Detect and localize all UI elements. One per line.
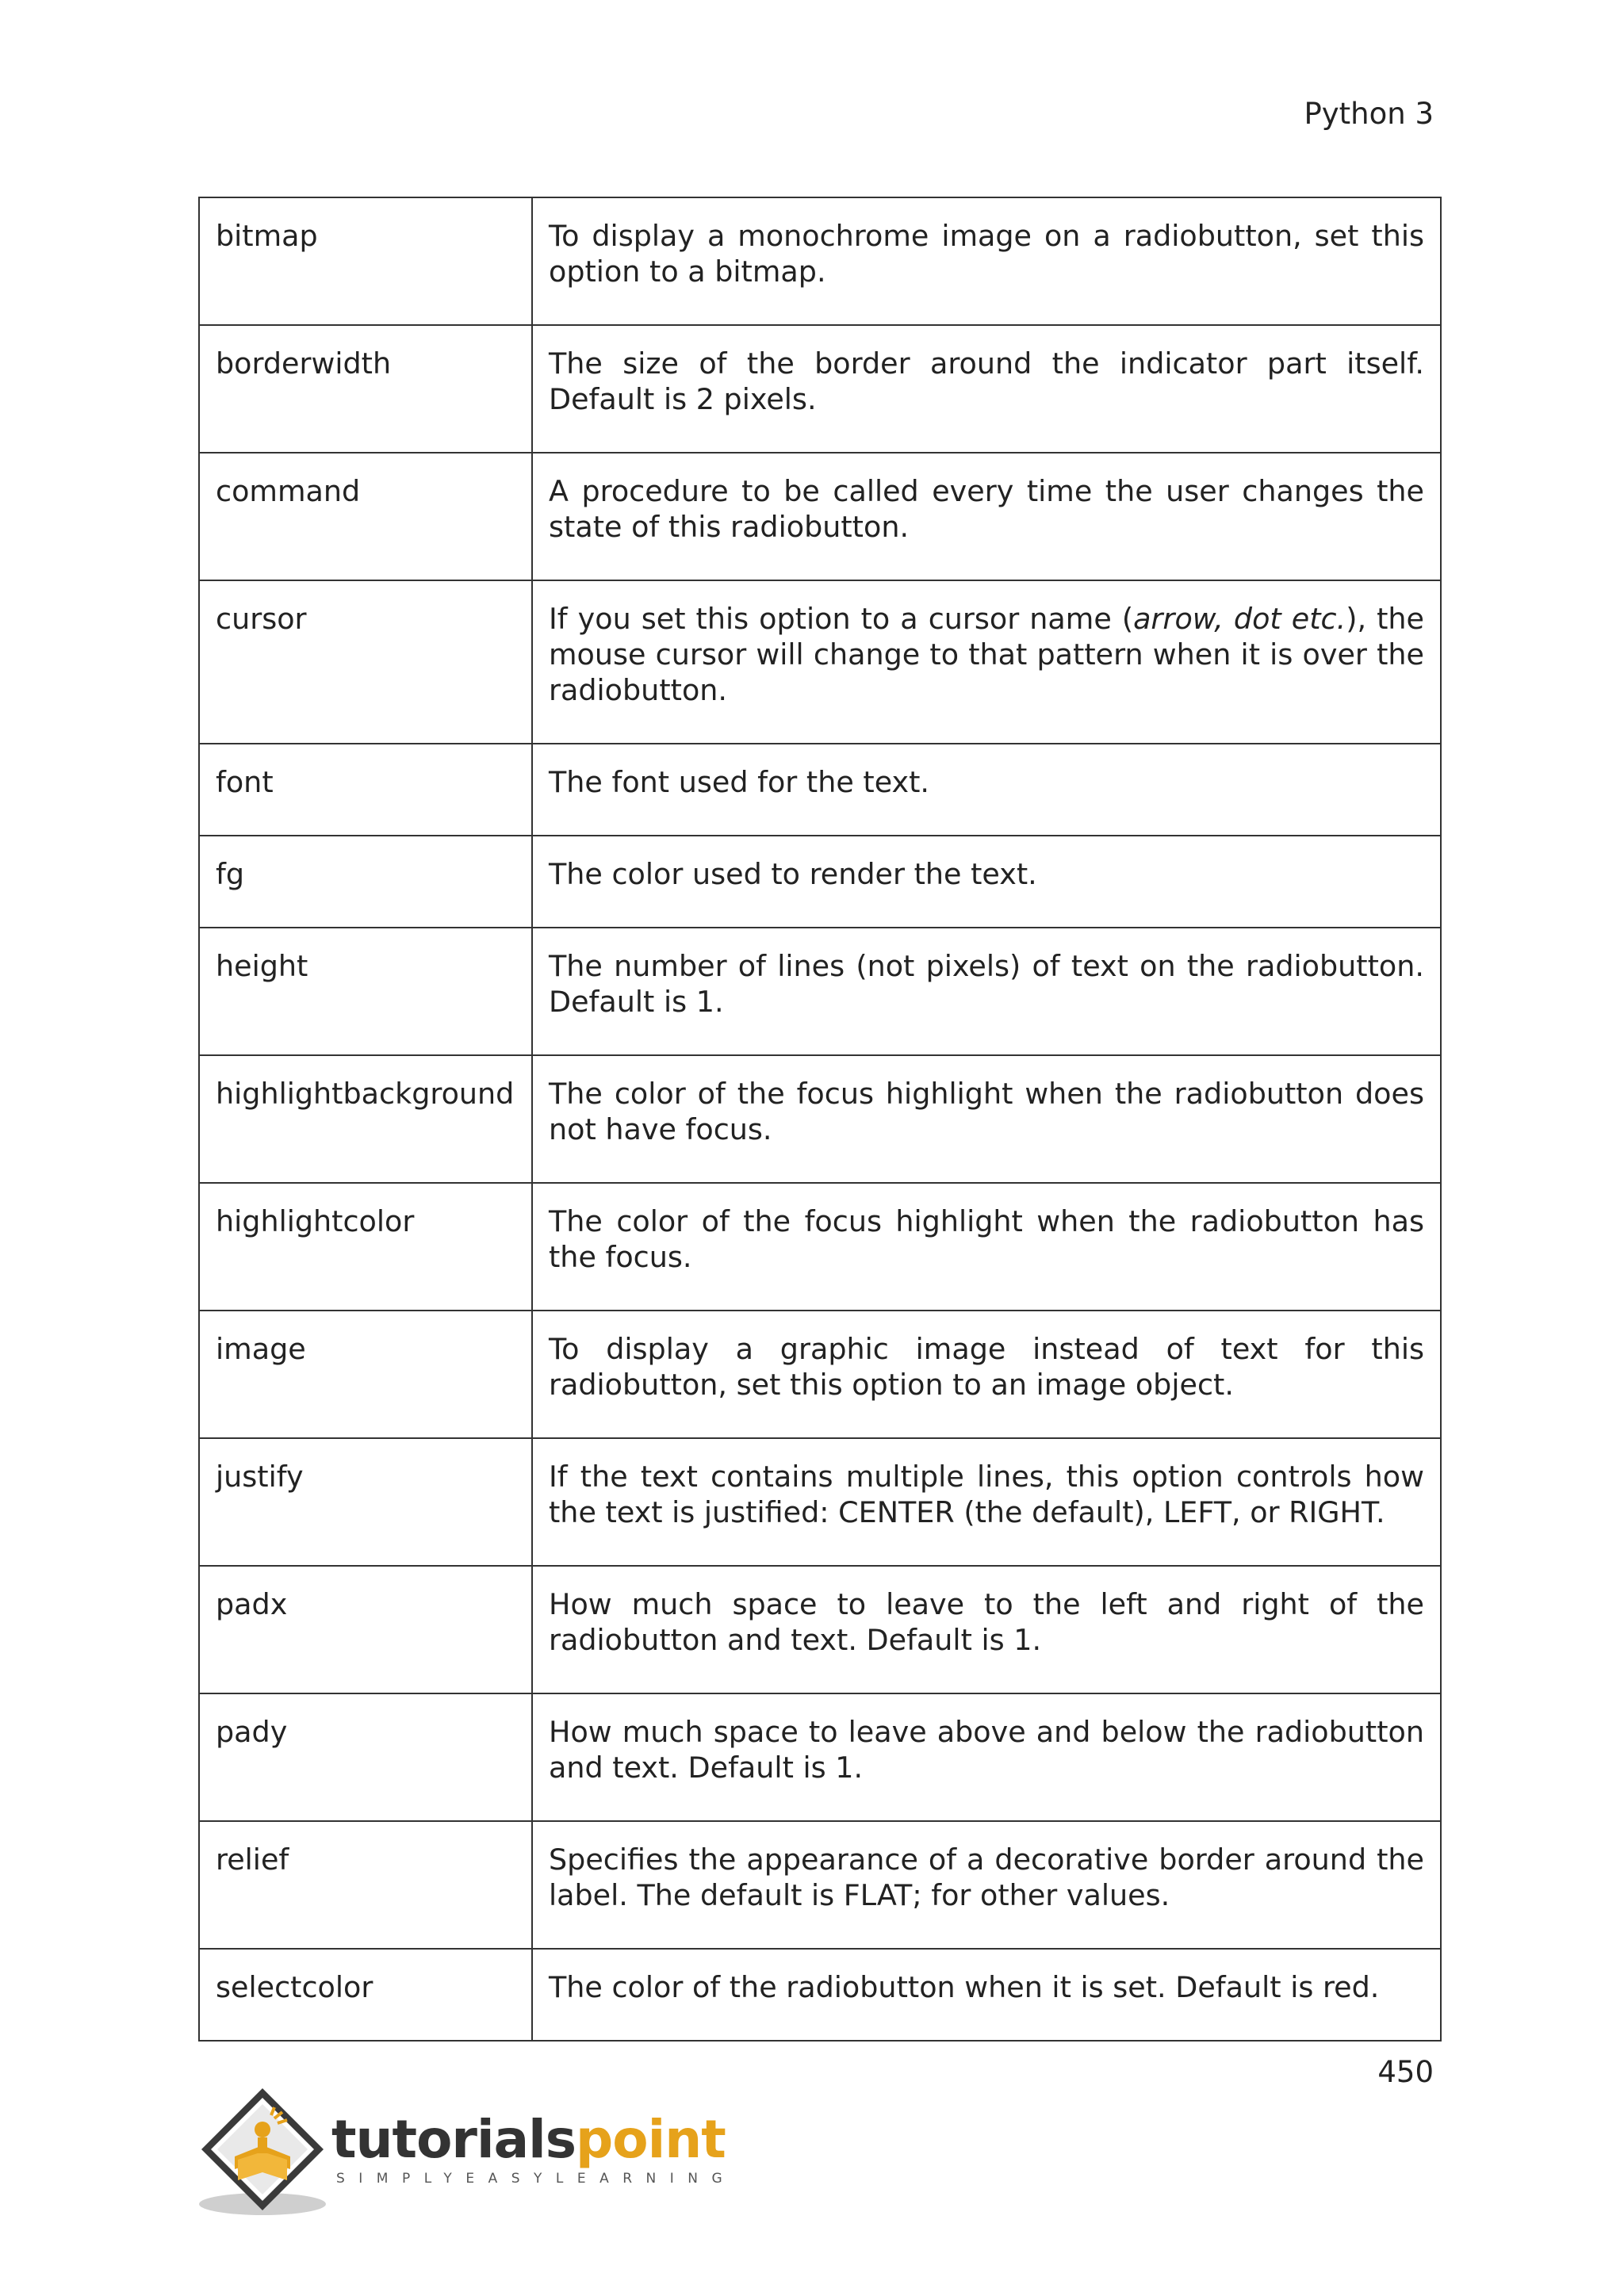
option-name: highlightcolor: [199, 1183, 532, 1311]
logo-word-part2: point: [576, 2109, 726, 2170]
option-description: The font used for the text.: [532, 744, 1441, 836]
table-row: [199, 1183, 1441, 1311]
logo-tagline: SIMPLYEASYLEARNING: [336, 2171, 737, 2187]
option-description-part: If you set this option to a cursor name (: [549, 602, 1134, 636]
table-row: [199, 1693, 1441, 1821]
option-name: command: [199, 453, 532, 580]
option-description: A procedure to be called every time the user changes the state of this radiobutton.: [532, 453, 1441, 580]
logo-emblem-icon: [195, 2084, 330, 2218]
logo-word-part1: tutorials: [331, 2109, 576, 2170]
option-description: [532, 580, 1441, 744]
option-name: borderwidth: [199, 325, 532, 453]
table-row: [199, 580, 1441, 744]
table-row: [199, 1311, 1441, 1438]
option-name: pady: [199, 1693, 532, 1821]
option-name: padx: [199, 1566, 532, 1693]
option-description: The color used to render the text.: [532, 836, 1441, 928]
option-description: How much space to leave above and below the radiobutton and text. Default is 1.: [532, 1693, 1441, 1821]
option-name: image: [199, 1311, 532, 1438]
table-row: [199, 1821, 1441, 1949]
option-name: bitmap: [199, 197, 532, 325]
option-description: The number of lines (not pixels) of text on the radiobutton. Default is 1.: [532, 928, 1441, 1055]
option-description: The color of the focus highlight when the radiobutton does not have focus.: [532, 1055, 1441, 1183]
page-header-title: Python 3: [1304, 97, 1434, 131]
table-row: [199, 928, 1441, 1055]
option-description: If the text contains multiple lines, this option controls how the text is justified: CENTER (the default), LEFT, or RIGHT.: [532, 1438, 1441, 1566]
option-name: fg: [199, 836, 532, 928]
option-name: relief: [199, 1821, 532, 1949]
table-row: [199, 197, 1441, 325]
table-row: [199, 1055, 1441, 1183]
option-description: To display a monochrome image on a radiobutton, set this option to a bitmap.: [532, 197, 1441, 325]
table-row: [199, 744, 1441, 836]
table-row: [199, 453, 1441, 580]
page-number: 450: [1377, 2055, 1434, 2089]
option-description-italic: arrow, dot etc.: [1133, 602, 1346, 636]
option-description: The color of the radiobutton when it is set. Default is red.: [532, 1949, 1441, 2041]
table-row: [199, 1949, 1441, 2041]
option-name: highlightbackground: [199, 1055, 532, 1183]
table-row: [199, 1438, 1441, 1566]
option-name: height: [199, 928, 532, 1055]
option-name: justify: [199, 1438, 532, 1566]
logo-wordmark: [331, 2109, 726, 2170]
option-description-part: ), the mouse cursor will change to that pattern when it is over the radiobutton.: [549, 602, 1424, 707]
options-table: [198, 197, 1442, 2042]
options-table-body: [199, 197, 1441, 2041]
option-name: selectcolor: [199, 1949, 532, 2041]
option-description: The size of the border around the indicator part itself. Default is 2 pixels.: [532, 325, 1441, 453]
option-description: Specifies the appearance of a decorative border around the label. The default is FLAT; for other values.: [532, 1821, 1441, 1949]
table-row: [199, 325, 1441, 453]
option-description: How much space to leave to the left and right of the radiobutton and text. Default is 1.: [532, 1566, 1441, 1693]
option-name: font: [199, 744, 532, 836]
table-row: [199, 1566, 1441, 1693]
option-name: cursor: [199, 580, 532, 744]
option-description: To display a graphic image instead of text for this radiobutton, set this option to an image object.: [532, 1311, 1441, 1438]
option-description: The color of the focus highlight when the radiobutton has the focus.: [532, 1183, 1441, 1311]
table-row: [199, 836, 1441, 928]
tutorialspoint-logo: [195, 2084, 737, 2226]
